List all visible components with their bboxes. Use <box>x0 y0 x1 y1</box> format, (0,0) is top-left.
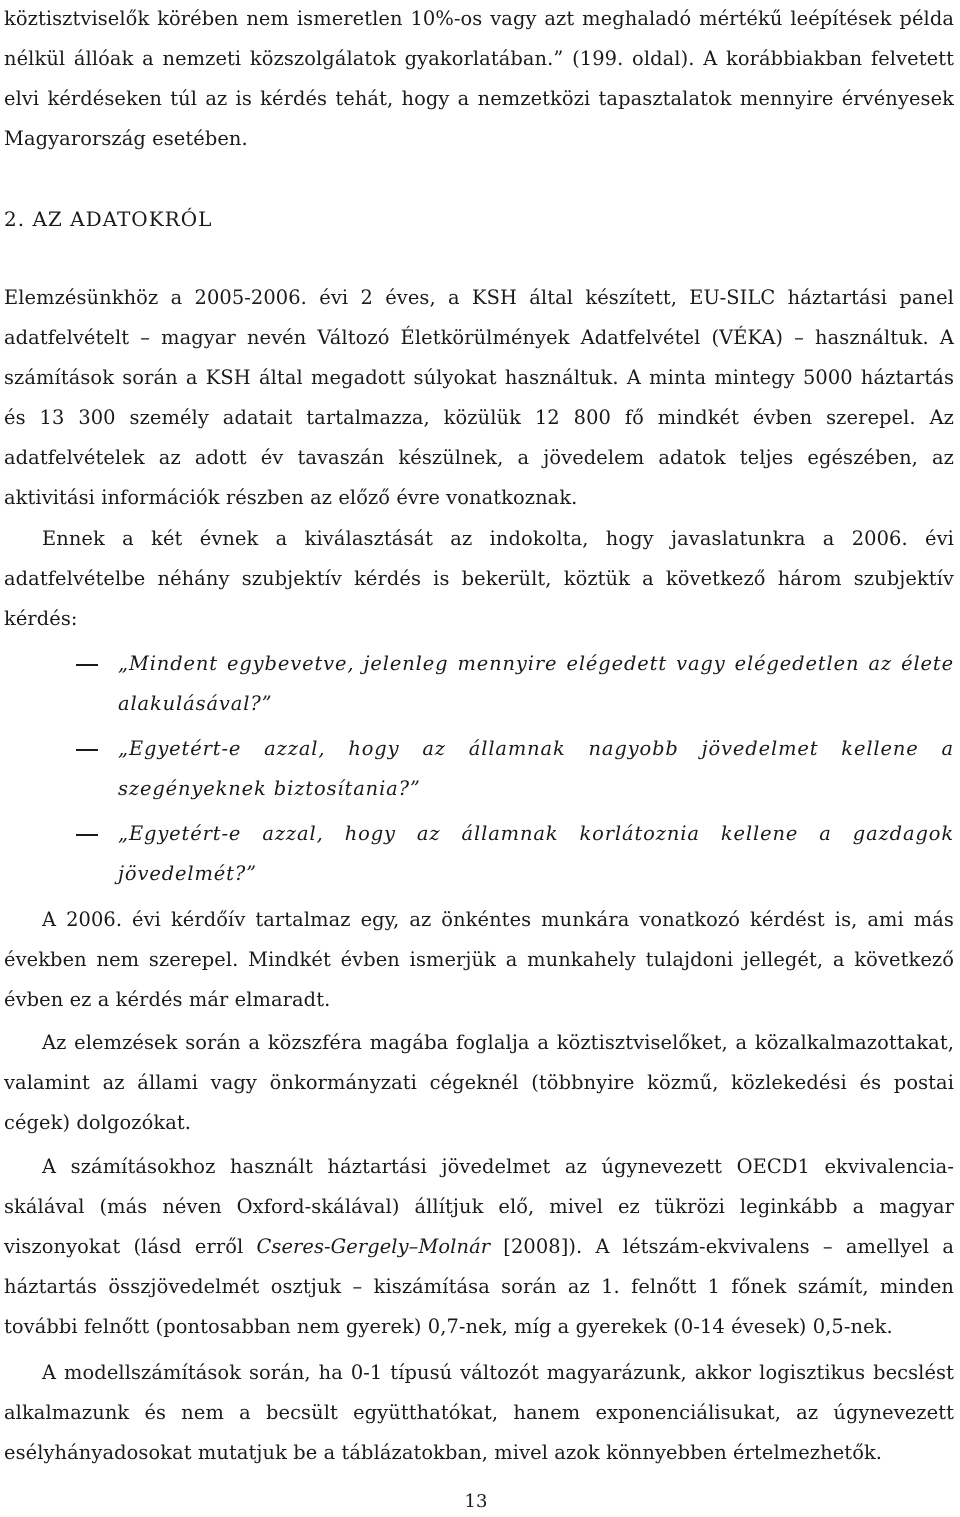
paragraph-year-selection: Ennek a két évnek a kiválasztását az indokolta, hogy javaslatunkra a 2006. évi adatfelvételbe néhány szubjektív kérdés is bekerült, köztük a következő három szubjektív kérdés: <box>4 527 954 630</box>
equivalence-text-start: A számításokhoz használt háztartási jövedelmet az úgynevezett OECD1 ekvivalencia-skálával (más néven Oxford-skálával) állítjuk elő, mivel ez tükrözi leginkább a magyar viszonyokat (lásd erről <box>4 1155 954 1258</box>
question-list <box>4 644 954 899</box>
question-text: „Egyetért-e azzal, hogy az államnak korlátoznia kellene a gazdagok jövedelmét?” <box>118 822 954 885</box>
question-text: „Mindent egybevetve, jelenleg mennyire elégedett vagy elégedetlen az élete alakulásával?” <box>118 652 954 715</box>
paragraph-model-calculations: A modellszámítások során, ha 0-1 típusú változót magyarázunk, akkor logisztikus becslést alkalmazunk és nem a becsült együtthatókat, hanem exponenciálisukat, az úgynevezett esélyhányadosokat mutatjuk be a táblázatokban, mivel azok könnyebben értelmezhetők. <box>4 1361 954 1464</box>
equivalence-text-end: [2008]). A létszám-ekvivalens – amellyel a háztartás összjövedelmét osztjuk – kiszámítása során az 1. felnőtt 1 főnek számít, minden további felnőtt (pontosabban nem gyerek) 0,7-nek, míg a gyerekek (0-14 évesek) 0,5-nek. <box>4 1235 954 1338</box>
list-item <box>4 644 954 724</box>
paragraph-public-sector: Az elemzések során a közszféra magába foglalja a köztisztviselőket, a közalkalmazottakat, valamint az állami vagy önkormányzati cégeknél (többnyire közmű, közlekedési és postai cégek) dolgozókat. <box>4 1031 954 1134</box>
paragraph-questionnaire-2006: A 2006. évi kérdőív tartalmaz egy, az önkéntes munkára vonatkozó kérdést is, ami más években nem szerepel. Mindkét évben ismerjük a munkahely tulajdoni jellegét, a következő évben ez a kérdés már elmaradt. <box>4 908 954 1011</box>
section-heading: 2. AZ ADATOKRÓL <box>4 207 213 231</box>
list-item <box>4 729 954 809</box>
paragraph-equivalence-scale <box>4 1147 954 1347</box>
dash-bullet <box>76 834 98 836</box>
dash-bullet <box>76 664 98 666</box>
list-item <box>4 814 954 894</box>
question-text: „Egyetért-e azzal, hogy az államnak nagyobb jövedelmet kellene a szegényeknek biztosítania?” <box>118 737 954 800</box>
paragraph-data-source: Elemzésünkhöz a 2005-2006. évi 2 éves, a KSH által készített, EU-SILC háztartási panel adatfelvételt – magyar nevén Változó Életkörülmények Adatfelvétel (VÉKA) – használtuk. A számítások során a KSH által megadott súlyokat használtuk. A minta mintegy 5000 háztartás és 13 300 személy adatait tartalmazza, közülük 12 800 fő mindkét évben szerepel. Az adatfelvételek az adott év tavaszán készülnek, a jövedelem adatok teljes egészében, az aktivitási információk részben az előző évre vonatkoznak. <box>4 286 954 509</box>
paragraph-intro: köztisztviselők körében nem ismeretlen 10%-os vagy azt meghaladó mértékű leépítések példa nélkül állóak a nemzeti közszolgálatok gyakorlatában.” (199. oldal). A korábbiakban felvetett elvi kérdéseken túl az is kérdés tehát, hogy a nemzetközi tapasztalatok mennyire érvényesek Magyarország esetében. <box>4 7 954 150</box>
dash-bullet <box>76 749 98 751</box>
citation-authors: Cseres-Gergely–Molnár <box>256 1235 491 1258</box>
page-number: 13 <box>464 1491 488 1512</box>
